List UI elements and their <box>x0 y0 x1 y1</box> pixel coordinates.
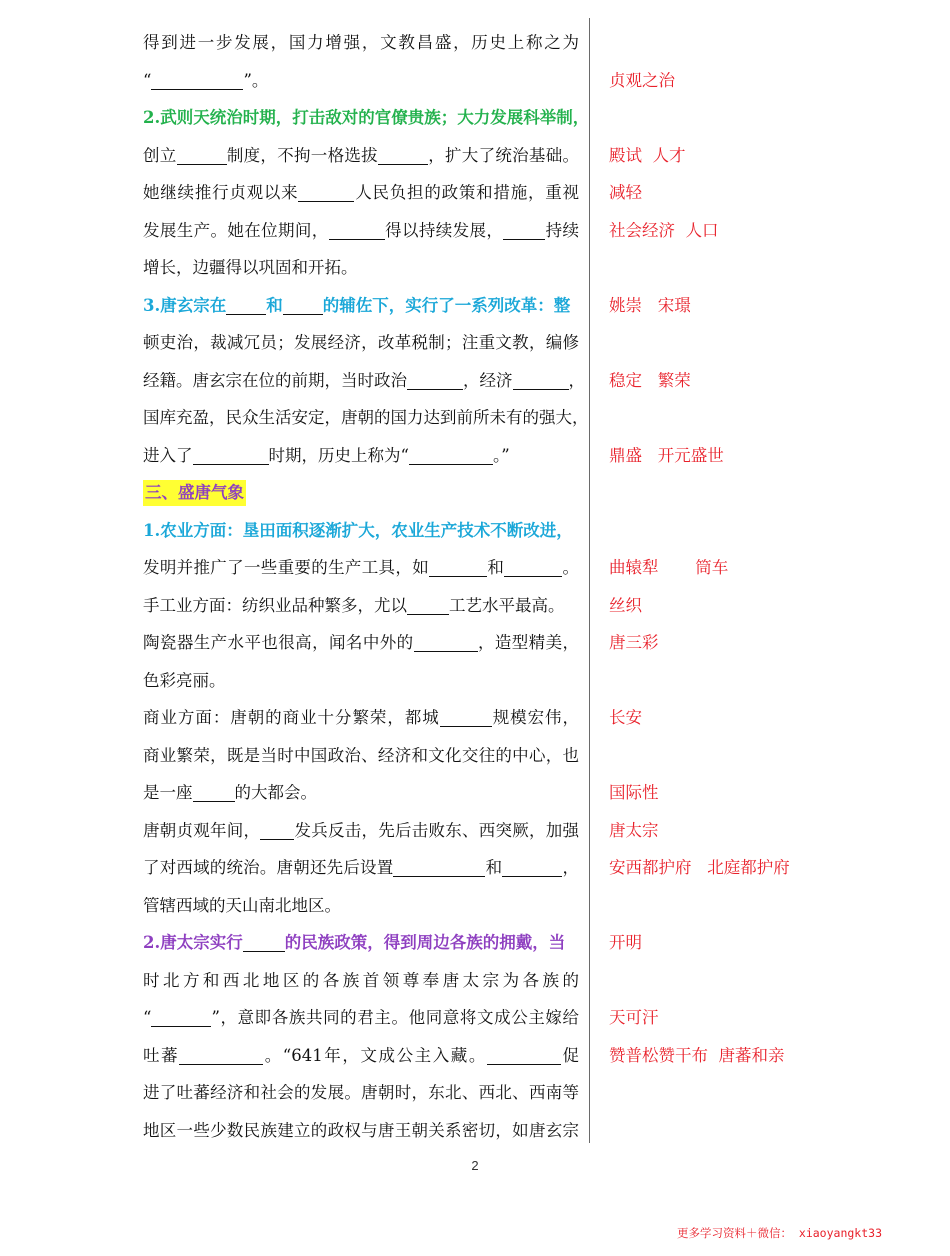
text-segment: 3.唐玄宗在 <box>143 295 227 315</box>
answer-text <box>609 474 929 512</box>
text-line <box>143 699 579 737</box>
text-line <box>143 587 579 625</box>
text-line <box>143 62 579 100</box>
page-number: 2 <box>471 1158 479 1173</box>
text-line <box>143 512 579 550</box>
footer-contact-note: 更多学习资料＋微信： xiaoyangkt33 <box>676 1226 882 1240</box>
fill-in-blank <box>407 370 463 389</box>
text-line <box>143 1037 579 1075</box>
fill-in-blank <box>429 558 487 577</box>
answer-text: 安西都护府 北庭都护府 <box>609 858 790 877</box>
fill-in-blank <box>260 820 294 839</box>
answer-text <box>609 324 929 362</box>
fill-in-blank <box>177 145 227 164</box>
fill-in-blank <box>414 633 478 652</box>
text-segment: 促 <box>560 1045 580 1065</box>
text-line <box>143 474 579 512</box>
fill-in-blank <box>487 1045 561 1064</box>
fill-in-blank <box>378 145 428 164</box>
answer-text: 唐太宗 <box>609 820 659 840</box>
answer-text: 殿试 人才 <box>609 145 686 165</box>
text-segment: 进入了 <box>143 445 193 465</box>
answer-text <box>609 249 929 287</box>
text-segment: 经籍。唐玄宗在位的前期，当时政治 <box>143 370 407 390</box>
text-line <box>143 1112 579 1150</box>
text-segment: 是一座 <box>143 783 193 802</box>
question-column <box>143 24 590 1149</box>
answer-text: 天可汗 <box>609 1008 659 1027</box>
text-segment: 商业方面：唐朝的商业十分繁荣，都城 <box>143 708 440 727</box>
text-line <box>143 887 579 925</box>
text-line <box>143 999 579 1037</box>
text-segment: 管辖西域的天山南北地区。 <box>143 895 341 915</box>
text-line <box>143 287 579 325</box>
text-line <box>143 774 579 812</box>
fill-in-blank <box>179 1045 263 1064</box>
fill-in-blank <box>283 295 323 314</box>
text-segment: ，扩大了统治基础。 <box>427 145 580 165</box>
text-segment: 2.武则天统治时期，打击敌对的官僚贵族；大力发展科举制， <box>143 108 590 127</box>
fill-in-blank <box>243 933 285 952</box>
fill-in-blank <box>193 783 235 802</box>
text-segment: ”。 <box>243 70 269 90</box>
text-line <box>143 212 579 250</box>
text-segment: 唐朝贞观年间， <box>143 820 261 840</box>
answer-text <box>609 662 929 700</box>
text-line <box>143 812 579 850</box>
answer-text <box>609 737 929 775</box>
text-segment: 创立 <box>143 145 177 165</box>
fill-in-blank <box>393 858 485 877</box>
text-segment: “ <box>143 1008 152 1027</box>
text-segment: 。” <box>492 445 510 465</box>
fill-in-blank <box>502 858 562 877</box>
answer-text: 唐三彩 <box>609 633 659 652</box>
fill-in-blank <box>151 70 243 89</box>
answer-text <box>609 399 929 437</box>
answer-column <box>609 24 929 1149</box>
text-segment: 人民负担的政策和措施，重视 <box>354 183 580 202</box>
text-segment: 工艺水平最高。 <box>449 595 565 615</box>
text-segment: “ <box>143 70 152 90</box>
text-segment: 国库充盈，民众生活安定，唐朝的国力达到前所未有的强大， <box>143 408 589 427</box>
text-line <box>143 174 579 212</box>
text-segment: 的大都会。 <box>234 783 317 802</box>
answer-text <box>609 512 929 550</box>
text-segment: 陶瓷器生产水平也很高，闻名中外的 <box>143 633 414 652</box>
text-segment: ，经济 <box>463 370 513 390</box>
text-segment: 的民族政策，得到周边各族的拥戴，当 <box>284 933 566 952</box>
text-segment: 制度，不拘一格选拔 <box>226 145 378 165</box>
text-segment: 发兵反击，先后击败东、西突厥，加强 <box>294 820 579 840</box>
text-line <box>143 249 579 287</box>
text-segment: 得到进一步发展，国力增强，文教昌盛，历史上称之为 <box>143 33 579 52</box>
answer-text: 稳定 繁荣 <box>609 370 691 390</box>
text-segment: ， <box>562 858 580 877</box>
text-segment: 和 <box>266 295 283 315</box>
section-heading <box>143 480 246 506</box>
text-line <box>143 437 579 475</box>
text-line <box>143 549 579 587</box>
text-line <box>143 924 579 962</box>
answer-text <box>609 1074 929 1112</box>
fill-in-blank <box>407 595 449 614</box>
text-segment: 和 <box>485 858 503 877</box>
text-segment: 增长，边疆得以巩固和开拓。 <box>143 258 358 277</box>
answer-text <box>609 962 929 1000</box>
text-line <box>143 1074 579 1112</box>
text-segment: ”，意即各族共同的君主。他同意将文成公主嫁给 <box>211 1008 579 1027</box>
fill-in-blank <box>503 220 545 239</box>
text-line <box>143 849 579 887</box>
answer-text: 丝织 <box>609 595 642 615</box>
fill-in-blank <box>151 1008 211 1027</box>
fill-in-blank <box>193 445 269 464</box>
answer-text: 贞观之治 <box>609 70 675 90</box>
text-line <box>143 624 579 662</box>
answer-text <box>609 1112 929 1150</box>
text-line <box>143 99 590 137</box>
answer-text: 鼎盛 开元盛世 <box>609 445 724 465</box>
fill-in-blank <box>504 558 562 577</box>
text-segment: 时北方和西北地区的各族首领尊奉唐太宗为各族的 <box>143 970 579 990</box>
text-line <box>143 324 579 362</box>
text-line <box>143 362 585 400</box>
text-line <box>143 137 579 175</box>
text-segment: 吐蕃 <box>143 1045 180 1065</box>
text-segment: 她继续推行贞观以来 <box>143 183 299 202</box>
text-segment: 时期，历史上称为“ <box>268 445 409 465</box>
text-segment: 手工业方面：纺织业品种繁多，尤以 <box>143 595 407 615</box>
text-segment: 三、盛唐气象 <box>145 483 244 502</box>
answer-text: 减轻 <box>609 183 642 202</box>
fill-in-blank <box>226 295 266 314</box>
text-segment: 顿吏治，裁减冗员；发展经济，改革税制；注重文教，编修 <box>143 333 579 352</box>
column-divider <box>589 18 590 1143</box>
text-line <box>143 662 579 700</box>
fill-in-blank <box>440 708 492 727</box>
answer-text <box>609 24 929 62</box>
text-segment: 地区一些少数民族建立的政权与唐王朝关系密切，如唐玄宗 <box>143 1120 579 1140</box>
fill-in-blank <box>329 220 385 239</box>
fill-in-blank <box>298 183 354 202</box>
text-segment: 持续 <box>545 220 580 240</box>
text-segment: 的辅佐下，实行了一系列改革：整 <box>322 295 571 315</box>
text-segment: ，造型精美， <box>477 633 580 652</box>
text-line <box>143 399 589 437</box>
text-segment: 发明并推广了一些重要的生产工具，如 <box>143 558 430 577</box>
text-segment: 色彩亮丽。 <box>143 670 226 690</box>
text-segment: 发展生产。她在位期间， <box>143 220 329 240</box>
text-segment: 得以持续发展， <box>384 220 504 240</box>
text-segment: 。 <box>562 558 580 577</box>
fill-in-blank <box>409 445 493 464</box>
text-line <box>143 737 579 775</box>
text-segment: 1.农业方面：垦田面积逐渐扩大，农业生产技术不断改进， <box>143 520 573 540</box>
answer-text: 社会经济 人口 <box>609 220 719 240</box>
text-segment: ， <box>568 370 585 390</box>
text-segment: 。“641年，文成公主入藏。 <box>263 1045 487 1065</box>
answer-text: 姚崇 宋璟 <box>609 295 691 315</box>
text-line <box>143 962 579 1000</box>
answer-text <box>609 99 929 137</box>
text-segment: 进了吐蕃经济和社会的发展。唐朝时，东北、西北、西南等 <box>143 1083 579 1102</box>
text-segment: 2.唐太宗实行 <box>143 933 243 952</box>
text-segment: 了对西域的统治。唐朝还先后设置 <box>143 858 394 877</box>
text-line <box>143 24 579 62</box>
text-segment: 和 <box>487 558 505 577</box>
fill-in-blank <box>513 370 569 389</box>
answer-text <box>609 887 929 925</box>
text-segment: 商业繁荣，既是当时中国政治、经济和文化交往的中心，也 <box>143 745 579 765</box>
answer-text: 曲辕犁 筒车 <box>609 558 729 577</box>
answer-text: 长安 <box>609 708 642 727</box>
answer-text: 国际性 <box>609 783 659 802</box>
answer-text: 赞普松赞干布 唐蕃和亲 <box>609 1045 785 1065</box>
answer-text: 开明 <box>609 933 642 952</box>
text-segment: 规模宏伟， <box>491 708 580 727</box>
